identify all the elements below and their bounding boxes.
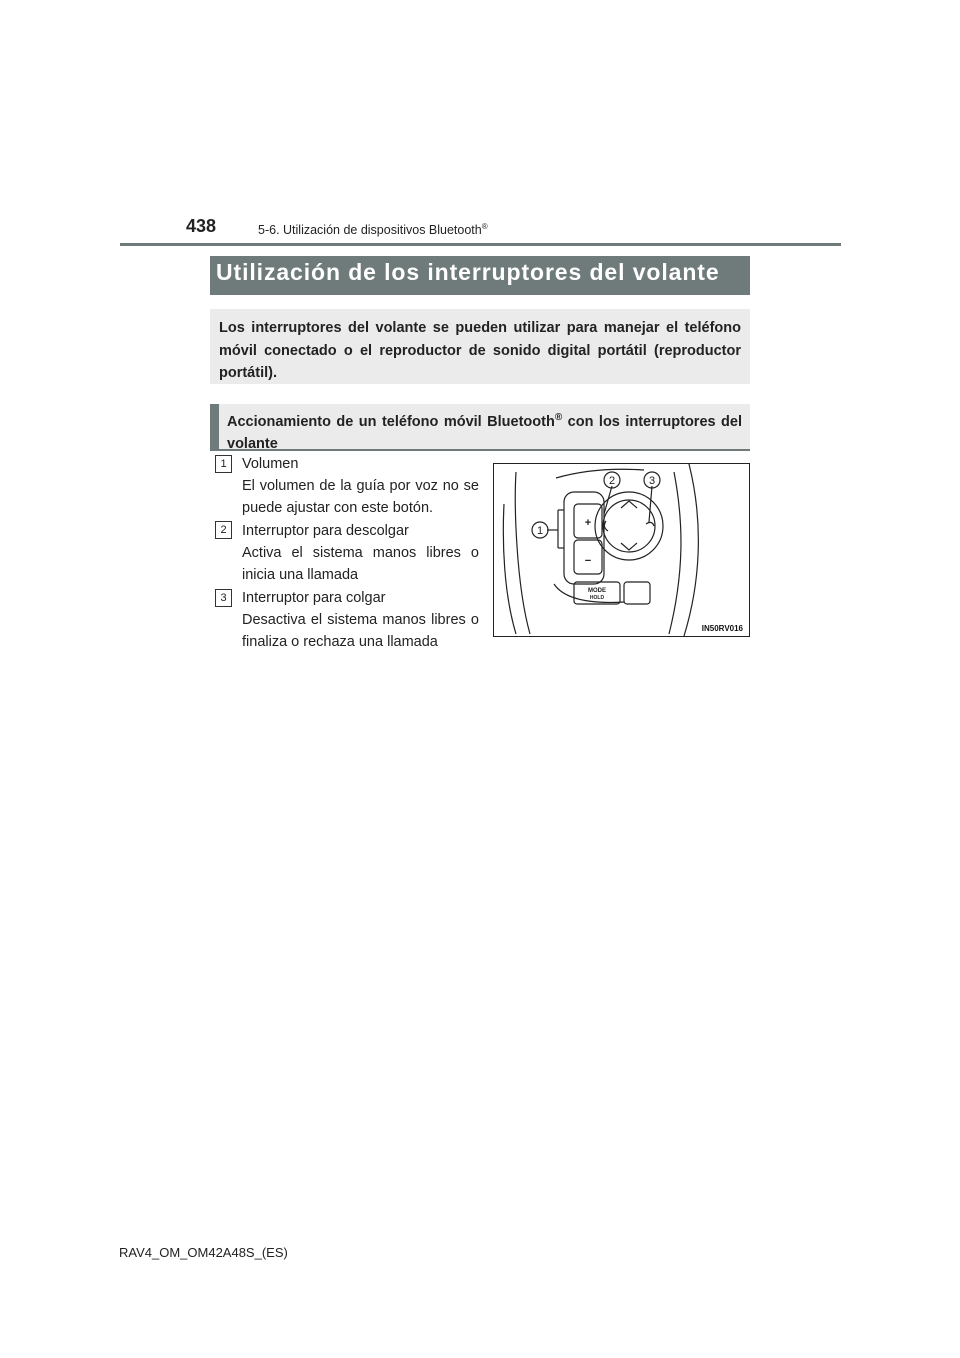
list-item-hangup xyxy=(242,587,479,653)
page-title: Utilización de los interruptores del volante xyxy=(216,259,720,285)
item-description: El volumen de la guía por voz no se puede ajustar con este botón. xyxy=(242,478,479,516)
callout-3-leader xyxy=(649,486,652,522)
item-heading: Interruptor para colgar xyxy=(242,590,386,606)
section-header-text: 5-6. Utilización de dispositivos Bluetooth xyxy=(258,223,482,238)
wheel-rim-inner xyxy=(515,472,530,634)
item-description: Desactiva el sistema manos libres o finaliza o rechaza una llamada xyxy=(242,612,479,650)
control-dial-inner xyxy=(603,500,655,552)
wheel-rim-left xyxy=(503,504,516,634)
mode-label: MODE xyxy=(588,588,606,594)
callout-3-label: 3 xyxy=(648,475,656,487)
subsection-title-after: con los interruptores del volante xyxy=(227,413,742,452)
phone-hangup-icon xyxy=(646,522,654,526)
page-number: 438 xyxy=(186,216,217,236)
wheel-rim-outer xyxy=(684,464,698,636)
section-header xyxy=(258,222,488,237)
item-number-3: 3 xyxy=(215,589,232,607)
steering-wheel-drawing xyxy=(494,464,751,638)
item-heading: Interruptor para descolgar xyxy=(242,523,409,539)
item-number-1: 1 xyxy=(215,455,232,473)
footer-doc-id: RAV4_OM_OM42A48S_(ES) xyxy=(119,1245,288,1260)
item-heading: Volumen xyxy=(242,456,299,472)
arrow-down-icon xyxy=(621,543,637,550)
figure-code: IN50RV016 xyxy=(701,624,743,633)
item-description: Activa el sistema manos libres o inicia una llamada xyxy=(242,545,479,583)
callout-1-label: 1 xyxy=(536,525,544,537)
callout-2-label: 2 xyxy=(608,475,616,487)
subsection-accent xyxy=(210,404,219,449)
intro-text: Los interruptores del volante se pueden utilizar para manejar el teléfono móvil conectado o el reproductor de sonido digital portátil (reproductor portátil). xyxy=(219,320,741,382)
wheel-rim-right xyxy=(669,472,681,634)
hold-label: HOLD xyxy=(589,595,605,601)
subsection-title xyxy=(227,407,742,455)
list-item-volume xyxy=(242,453,479,519)
voice-button xyxy=(624,582,650,604)
subsection-registered-mark: ® xyxy=(554,412,563,423)
registered-mark: ® xyxy=(481,222,488,231)
plus-label: + xyxy=(584,517,592,529)
header-rule xyxy=(120,243,841,246)
subsection-title-before: Accionamiento de un teléfono móvil Bluetooth xyxy=(227,413,555,430)
steering-switch-illustration xyxy=(493,463,750,637)
item-number-2: 2 xyxy=(215,521,232,539)
phone-pickup-icon xyxy=(604,521,608,531)
spoke-top-line xyxy=(556,469,644,478)
list-item-pickup xyxy=(242,520,479,586)
minus-label: − xyxy=(584,555,592,567)
arrow-up-icon xyxy=(621,501,637,508)
